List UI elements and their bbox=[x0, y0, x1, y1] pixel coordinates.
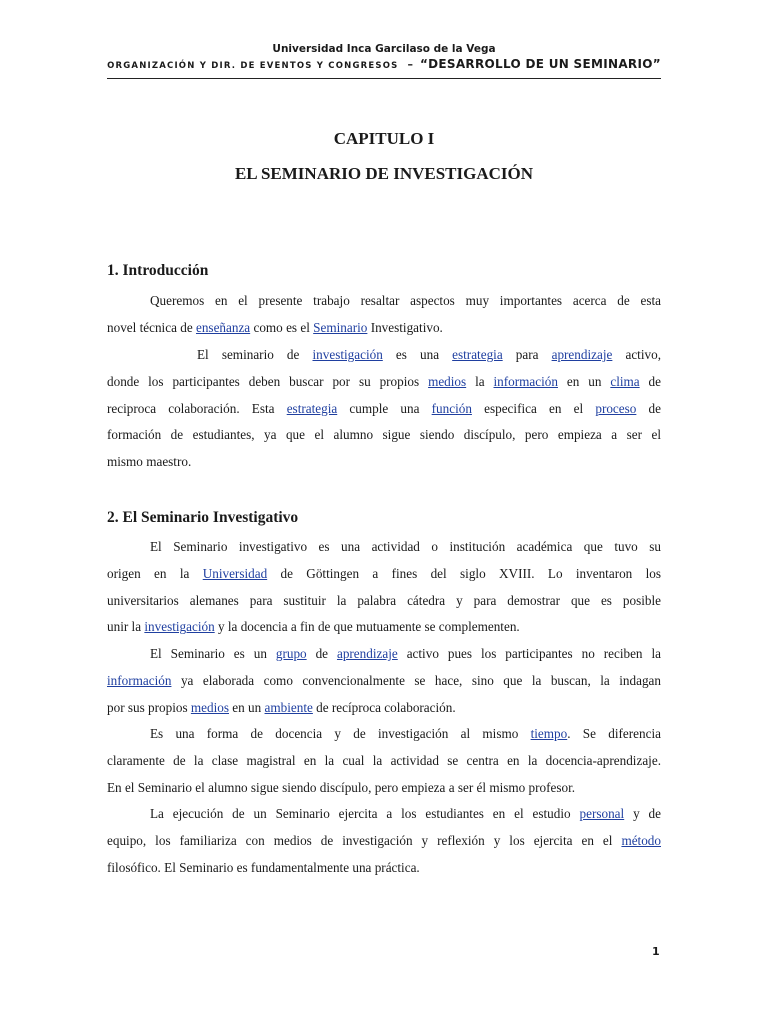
link-aprendizaje[interactable]: aprendizaje bbox=[336, 646, 398, 661]
paragraph-line: El Seminario es un grupo de aprendizaje activo pues los participantes no reciben la bbox=[150, 646, 661, 661]
link-investigacion[interactable]: investigación bbox=[312, 347, 383, 362]
page-header bbox=[107, 42, 661, 74]
link-estrategia[interactable]: estrategia bbox=[452, 347, 503, 362]
link-informacion[interactable]: información bbox=[107, 672, 172, 688]
paragraph-line: donde los participantes deben buscar por su propios medios la información en un clima de bbox=[107, 373, 661, 389]
paragraph-line: novel técnica de enseñanza como es el Seminario Investigativo. bbox=[107, 319, 443, 335]
paragraph-line: origen en la Universidad de Göttingen a fines del siglo XVIII. Lo inventaron los bbox=[107, 565, 662, 581]
paragraph-line: El seminario de investigación es una estrategia para aprendizaje activo, bbox=[197, 347, 661, 362]
paragraph-seminario-2 bbox=[107, 641, 661, 721]
paragraph-line: por sus propios medios en un ambiente de recíproca colaboración. bbox=[107, 699, 456, 715]
paragraph-line: En el Seminario el alumno sigue siendo discípulo, pero empieza a ser él mismo profesor. bbox=[107, 779, 576, 795]
link-tiempo[interactable]: tiempo bbox=[530, 726, 568, 741]
link-aprendizaje[interactable]: aprendizaje bbox=[551, 347, 613, 362]
paragraph-line: reciproca colaboración. Esta estrategia cumple una función especifica en el proceso de bbox=[107, 400, 661, 416]
link-medios[interactable]: medios bbox=[428, 373, 467, 389]
paragraph-seminario-1 bbox=[107, 534, 661, 641]
paragraph-line: equipo, los familiariza con medios de investigación y reflexión y los ejercita en el método bbox=[107, 832, 661, 848]
link-universidad[interactable]: Universidad bbox=[202, 565, 268, 581]
header-subtitle bbox=[107, 56, 661, 74]
course-name: ORGANIZACIÓN Y DIR. DE EVENTOS Y CONGRESOS bbox=[107, 61, 399, 71]
paragraph-line: El Seminario investigativo es una actividad o institución académica que tuvo su bbox=[150, 539, 661, 554]
link-informacion[interactable]: información bbox=[493, 373, 558, 389]
header-rule bbox=[107, 78, 661, 79]
link-investigacion[interactable]: investigación bbox=[144, 619, 215, 635]
paragraph-intro-1 bbox=[107, 288, 661, 342]
link-funcion[interactable]: función bbox=[431, 400, 472, 416]
link-medios[interactable]: medios bbox=[190, 699, 229, 715]
paragraph-line: La ejecución de un Seminario ejercita a los estudiantes en el estudio personal y de bbox=[150, 806, 662, 821]
chapter-number: CAPITULO I bbox=[333, 129, 435, 148]
paragraph-line: Es una forma de docencia y de investigación al mismo tiempo. Se diferencia bbox=[150, 726, 661, 741]
paragraph-line: filosófico. El Seminario es fundamentalmente una práctica. bbox=[107, 859, 420, 875]
link-personal[interactable]: personal bbox=[579, 806, 625, 821]
seminar-title: “DESARROLLO DE UN SEMINARIO” bbox=[419, 57, 661, 71]
link-grupo[interactable]: grupo bbox=[275, 646, 307, 661]
link-metodo[interactable]: método bbox=[621, 832, 661, 848]
page-number: 1 bbox=[652, 945, 660, 958]
link-clima[interactable]: clima bbox=[610, 373, 640, 389]
paragraph-intro-2 bbox=[107, 342, 661, 476]
link-ensenanza[interactable]: enseñanza bbox=[195, 319, 251, 335]
section-heading-seminario-investigativo: 2. El Seminario Investigativo bbox=[107, 509, 299, 526]
header-dash: – bbox=[407, 58, 413, 71]
section-heading-introduccion: 1. Introducción bbox=[107, 262, 209, 279]
paragraph-line: mismo maestro. bbox=[107, 454, 192, 470]
paragraph-seminario-3 bbox=[107, 721, 661, 801]
paragraph-line: claramente de la clase magistral en la cual la actividad se centra en la docencia-aprendizaje. bbox=[107, 752, 661, 768]
link-ambiente[interactable]: ambiente bbox=[264, 699, 313, 715]
paragraph-line: información ya elaborada como convencionalmente se hace, sino que la buscan, la indagan bbox=[107, 672, 661, 688]
paragraph-seminario-4 bbox=[107, 801, 661, 881]
paragraph-line: Queremos en el presente trabajo resaltar aspectos muy importantes acerca de esta bbox=[150, 293, 661, 308]
paragraph-line: formación de estudiantes, ya que el alumno sigue siendo discípulo, pero empieza a ser el bbox=[107, 427, 661, 443]
link-seminario[interactable]: Seminario bbox=[313, 319, 368, 335]
link-proceso[interactable]: proceso bbox=[595, 400, 637, 416]
paragraph-line: unir la investigación y la docencia a fin de que mutuamente se complementen. bbox=[107, 619, 520, 635]
link-estrategia[interactable]: estrategia bbox=[286, 400, 338, 416]
university-name: Universidad Inca Garcilaso de la Vega bbox=[272, 43, 496, 55]
chapter-title: EL SEMINARIO DE INVESTIGACIÓN bbox=[234, 164, 534, 183]
paragraph-line: universitarios alemanes para sustituir la palabra cátedra y para demostrar que es posible bbox=[107, 592, 661, 608]
